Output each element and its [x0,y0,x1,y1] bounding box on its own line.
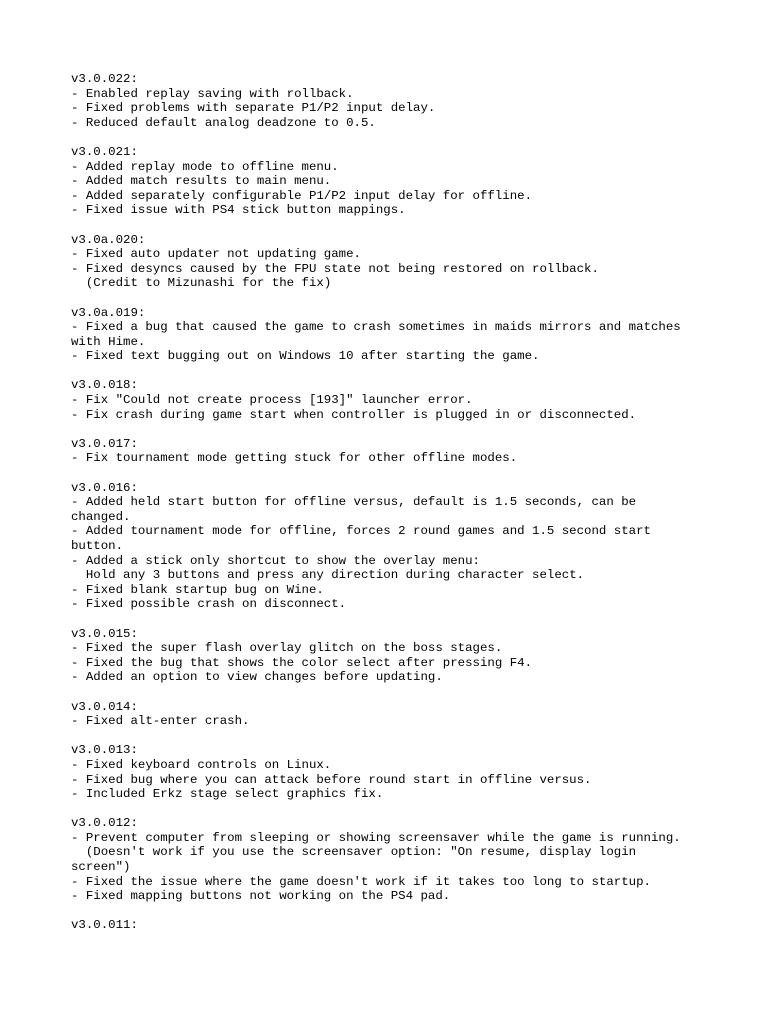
version-heading: v3.0.017: [71,436,138,451]
changelog-entry [71,145,699,218]
change-item: - Added a stick only shortcut to show the overlay menu: [71,553,480,568]
change-item: - Fixed auto updater not updating game. [71,247,361,262]
changelog-document [71,72,699,948]
change-item: - Fixed the super flash overlay glitch on the boss stages. [71,641,503,656]
change-item: - Fixed text bugging out on Windows 10 after starting the game. [71,349,540,364]
change-item: - Fixed desyncs caused by the FPU state not being restored on rollback. [71,261,599,276]
change-item: - Added separately configurable P1/P2 input delay for offline. [71,188,533,203]
change-item: (Doesn't work if you use the screensaver option: "On resume, display login screen") [71,845,644,875]
changelog-entry [71,700,699,729]
changelog-entry [71,72,699,130]
change-item: - Fixed bug where you can attack before round start in offline versus. [71,772,592,787]
change-item: - Fixed the bug that shows the color select after pressing F4. [71,655,533,670]
change-item: - Fixed problems with separate P1/P2 input delay. [71,101,436,116]
change-item: - Reduced default analog deadzone to 0.5. [71,115,376,130]
change-item: - Added tournament mode for offline, forces 2 round games and 1.5 second start button. [71,524,659,553]
changelog-entry [71,378,699,422]
change-item: - Fix "Could not create process [193]" launcher error. [71,393,473,408]
change-item: - Fixed a bug that caused the game to crash sometimes in maids mirrors and matches with Hime. [71,320,689,349]
changelog-entry [71,627,699,685]
version-heading: v3.0a.019: [71,305,146,320]
version-heading: v3.0.018: [71,378,138,393]
changelog-entry [71,816,699,904]
change-item: - Added replay mode to offline menu. [71,159,339,174]
change-item: - Enabled replay saving with rollback. [71,86,354,101]
change-item: - Added held start button for offline versus, default is 1.5 seconds, can be changed. [71,495,644,524]
version-heading: v3.0.015: [71,626,138,641]
version-heading: v3.0a.020: [71,232,146,247]
version-heading: v3.0.013: [71,743,138,758]
changelog-entry [71,233,699,291]
changelog-entry [71,481,699,612]
changelog-entry [71,918,699,933]
change-item: - Fixed blank startup bug on Wine. [71,582,324,597]
change-item: - Prevent computer from sleeping or showing screensaver while the game is running. [71,830,681,845]
version-heading: v3.0.014: [71,699,138,714]
change-item: - Fixed keyboard controls on Linux. [71,757,332,772]
version-heading: v3.0.016: [71,480,138,495]
version-heading: v3.0.011: [71,918,138,933]
changelog-entry [71,306,699,364]
change-item: - Added match results to main menu. [71,174,332,189]
version-heading: v3.0.022: [71,72,138,86]
change-item: - Added an option to view changes before updating. [71,670,443,685]
changelog-entry [71,743,699,801]
version-heading: v3.0.012: [71,816,138,831]
change-item: - Included Erkz stage select graphics fix. [71,787,384,802]
change-item: - Fixed alt-enter crash. [71,714,250,729]
change-item: (Credit to Mizunashi for the fix) [71,276,332,291]
change-item: Hold any 3 buttons and press any direction during character select. [71,568,585,583]
change-item: - Fix crash during game start when controller is plugged in or disconnected. [71,407,637,422]
change-item: - Fixed the issue where the game doesn't work if it takes too long to startup. [71,874,651,889]
change-item: - Fixed possible crash on disconnect. [71,597,347,612]
version-heading: v3.0.021: [71,144,138,159]
change-item: - Fix tournament mode getting stuck for other offline modes. [71,451,518,466]
change-item: - Fixed mapping buttons not working on the PS4 pad. [71,889,451,904]
changelog-entry [71,437,699,466]
change-item: - Fixed issue with PS4 stick button mappings. [71,203,406,218]
